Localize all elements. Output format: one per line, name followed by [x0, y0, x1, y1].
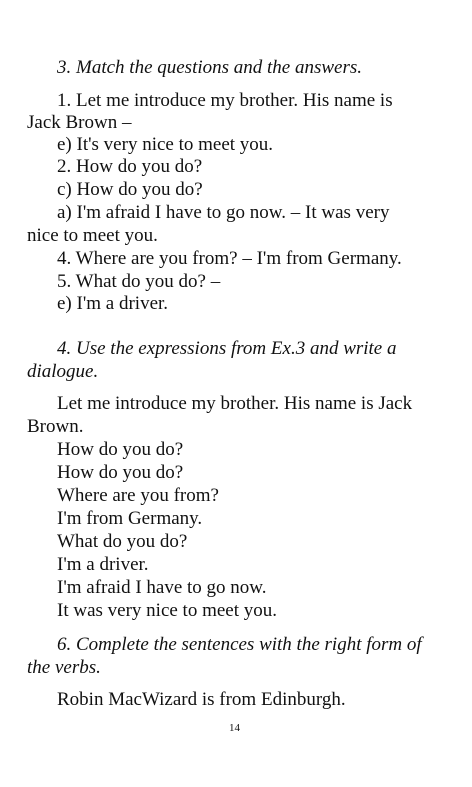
exercise-3-line: 1. Let me introduce my brother. His name is	[57, 90, 393, 111]
exercise-4-heading: dialogue.	[27, 361, 99, 382]
exercise-3-line: Jack Brown –	[27, 112, 132, 133]
exercise-3-line: e) It's very nice to meet you.	[57, 134, 274, 155]
exercise-3-line: e) I'm a driver.	[57, 293, 169, 314]
exercise-3-line: nice to meet you.	[27, 225, 158, 246]
page-number: 14	[229, 722, 240, 734]
exercise-4-line: I'm a driver.	[57, 554, 149, 575]
exercise-3-line: 5. What do you do? –	[57, 271, 221, 292]
exercise-4-line: Let me introduce my brother. His name is Jack	[57, 393, 413, 414]
exercise-4-line: It was very nice to meet you.	[57, 600, 278, 621]
exercise-4-line: How do you do?	[57, 439, 184, 460]
exercise-4-line: How do you do?	[57, 462, 184, 483]
exercise-4-line: I'm afraid I have to go now.	[57, 577, 267, 598]
exercise-6-line: Robin MacWizard is from Edinburgh.	[57, 689, 346, 710]
exercise-4-line: I'm from Germany.	[57, 508, 203, 529]
exercise-4-line: Where are you from?	[57, 485, 219, 506]
exercise-3-line: a) I'm afraid I have to go now. – It was very	[57, 202, 390, 223]
exercise-3-line: 4. Where are you from? – I'm from Germany.	[57, 248, 402, 269]
exercise-3-line: c) How do you do?	[57, 179, 203, 200]
exercise-4-heading: 4. Use the expressions from Ex.3 and write a	[57, 338, 397, 359]
exercise-4-line: What do you do?	[57, 531, 188, 552]
exercise-4-line: Brown.	[27, 416, 84, 437]
exercise-3-heading: 3. Match the questions and the answers.	[57, 57, 363, 78]
exercise-6-heading: 6. Complete the sentences with the right form of	[57, 634, 422, 655]
exercise-6-heading: the verbs.	[27, 657, 101, 678]
exercise-3-line: 2. How do you do?	[57, 156, 203, 177]
